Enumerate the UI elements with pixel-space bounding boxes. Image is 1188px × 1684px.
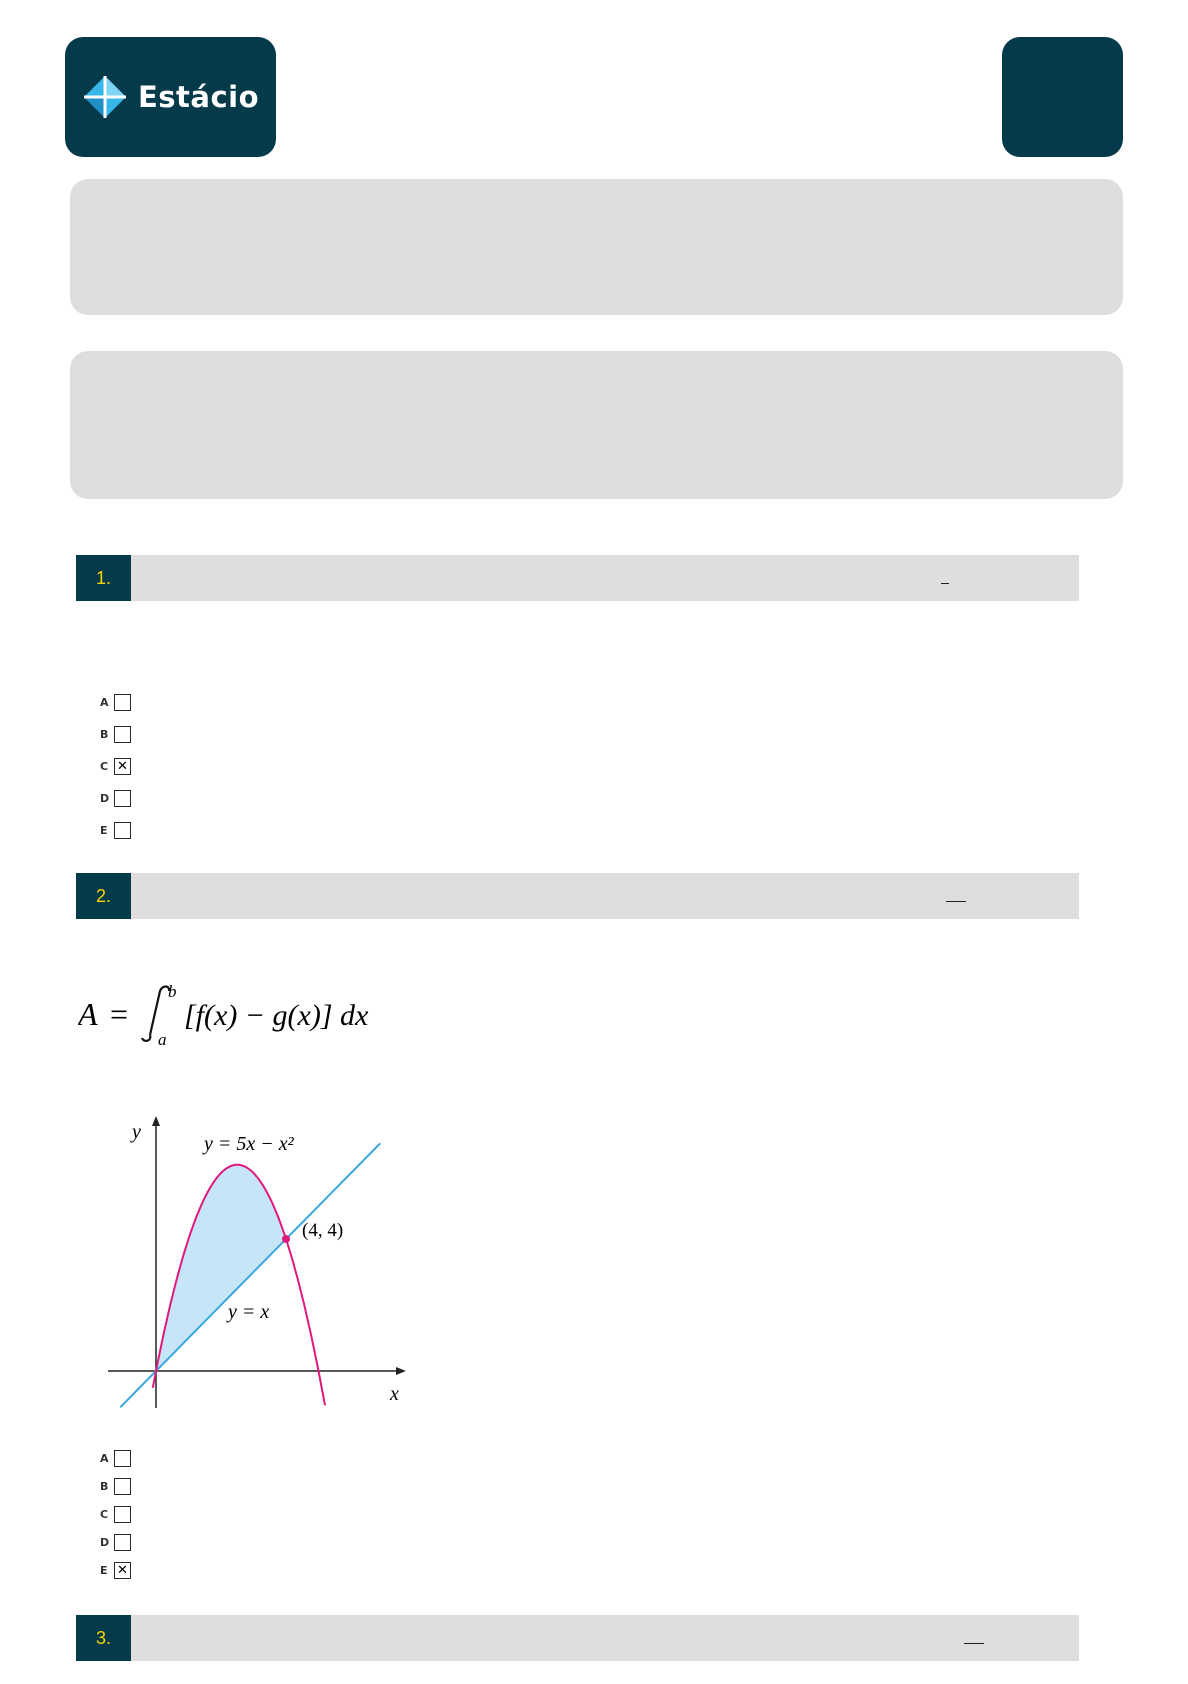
intersection-point <box>282 1235 290 1243</box>
lower-limit: a <box>158 1030 167 1049</box>
y-axis-arrow <box>152 1116 160 1126</box>
checkbox[interactable] <box>114 694 131 711</box>
area-formula <box>78 983 418 1053</box>
question-number: 2. <box>76 873 131 919</box>
checkbox[interactable] <box>114 1450 131 1467</box>
checkbox[interactable] <box>114 726 131 743</box>
checkbox[interactable] <box>114 822 131 839</box>
formula-equals: = <box>110 996 129 1032</box>
checkbox[interactable] <box>114 1506 131 1523</box>
option-letter: C <box>100 759 109 773</box>
option-letter: C <box>100 1507 109 1521</box>
option-d[interactable] <box>100 1528 131 1556</box>
option-a[interactable] <box>100 686 131 718</box>
integrand: [f(x) − g(x)] dx <box>184 999 369 1032</box>
question-header-1 <box>76 555 1079 601</box>
checkbox[interactable] <box>114 790 131 807</box>
option-letter: E <box>100 823 108 837</box>
logo <box>65 37 276 157</box>
line-label: y = x <box>228 1301 270 1323</box>
checkbox-checked[interactable]: ✕ <box>114 758 131 775</box>
option-a[interactable] <box>100 1444 131 1472</box>
checkbox-checked[interactable]: ✕ <box>114 1562 131 1579</box>
option-letter: D <box>100 1535 110 1549</box>
option-letter: B <box>100 727 109 741</box>
option-b[interactable] <box>100 718 131 750</box>
option-b[interactable] <box>100 1472 131 1500</box>
question-header-3 <box>76 1615 1079 1661</box>
info-panel-bottom <box>70 351 1123 499</box>
question-dash <box>946 901 966 902</box>
option-letter: D <box>100 791 110 805</box>
formula-lhs: A <box>78 996 98 1032</box>
diamond-logo-icon <box>82 74 128 120</box>
option-c[interactable] <box>100 1500 131 1528</box>
x-axis-label: x <box>390 1383 399 1405</box>
option-letter: B <box>100 1479 109 1493</box>
option-d[interactable] <box>100 782 131 814</box>
option-letter: A <box>100 1451 109 1465</box>
question-dash <box>941 583 949 584</box>
point-label: (4, 4) <box>302 1220 344 1241</box>
region-graph <box>108 1108 408 1408</box>
question-dash <box>964 1643 984 1644</box>
option-e[interactable] <box>100 814 131 846</box>
question-number: 1. <box>76 555 131 601</box>
options-question-1 <box>100 686 131 846</box>
option-letter: E <box>100 1563 108 1577</box>
info-panel-top <box>70 179 1123 315</box>
upper-limit: b <box>168 983 177 1001</box>
logo-text: Estácio <box>137 80 260 114</box>
parabola-label: y = 5x − x² <box>204 1133 294 1155</box>
checkbox[interactable] <box>114 1478 131 1495</box>
checkbox[interactable] <box>114 1534 131 1551</box>
shaded-region <box>156 1165 286 1371</box>
option-e[interactable] <box>100 1556 131 1584</box>
header-corner-box <box>1002 37 1123 157</box>
options-question-2 <box>100 1444 131 1584</box>
question-header-2 <box>76 873 1079 919</box>
x-axis-arrow <box>396 1367 406 1375</box>
option-letter: A <box>100 695 109 709</box>
y-axis-label: y <box>132 1121 141 1143</box>
option-c[interactable] <box>100 750 131 782</box>
question-number: 3. <box>76 1615 131 1661</box>
